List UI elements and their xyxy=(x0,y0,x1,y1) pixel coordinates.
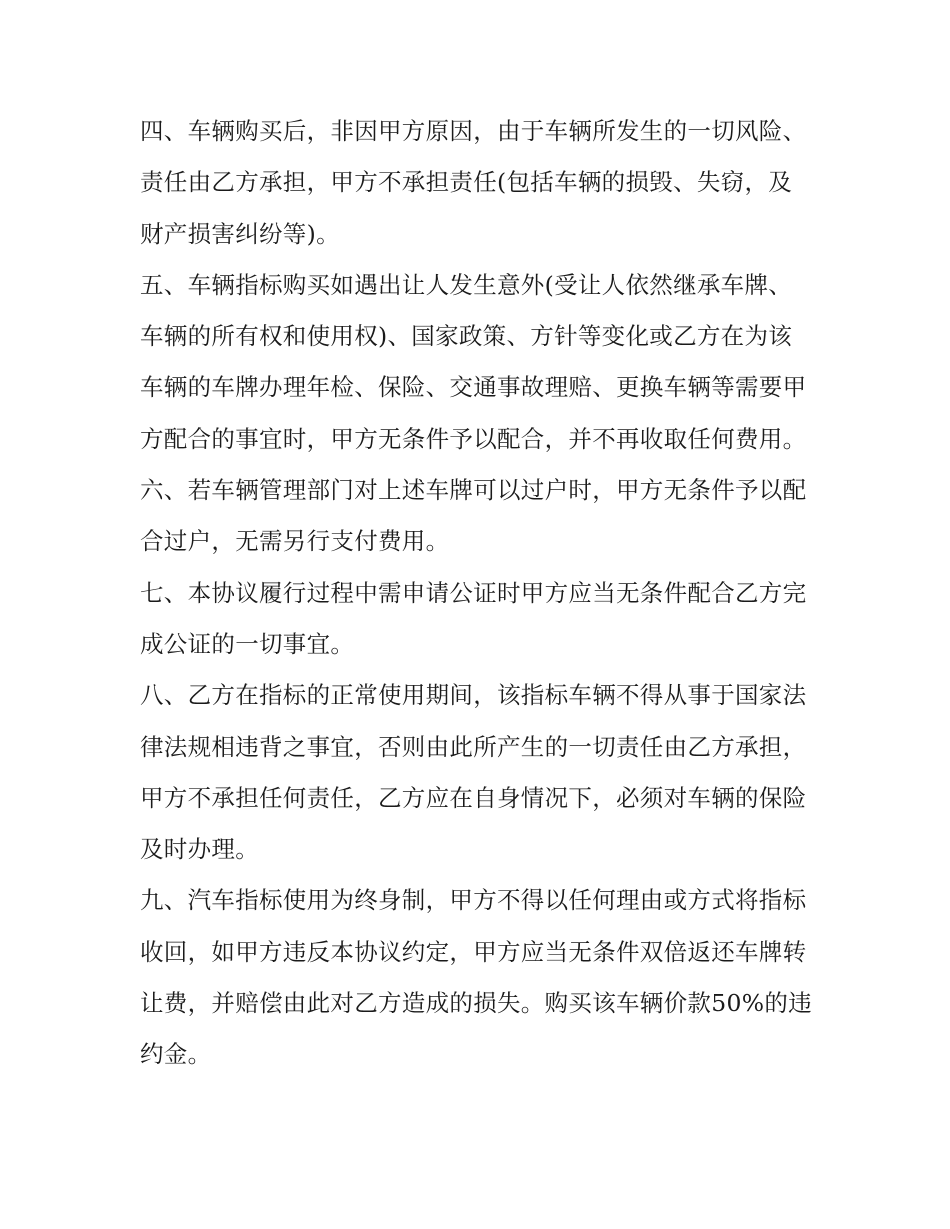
clause-7: 七、本协议履行过程中需申请公证时甲方应当无条件配合乙方完成公证的一切事宜。 xyxy=(140,578,807,658)
clause-9: 九、汽车指标使用为终身制，甲方不得以任何理由或方式将指标收回，如甲方违反本协议约定，甲方应当无条件双倍返还车牌转让费，并赔偿由此对乙方造成的损失。购买该车辆价款50%的违约金。 xyxy=(140,886,812,1069)
clause-5: 五、车辆指标购买如遇出让人发生意外(受让人依然继承车牌、车辆的所有权和使用权)、国家政策、方针等变化或乙方在为该车辆的车牌办理年检、保险、交通事故理赔、更换车辆等需要甲方配合的事宜时，甲方无条件予以配合，并不再收取任何费用。 xyxy=(140,270,807,453)
clause-6: 六、若车辆管理部门对上述车牌可以过户时，甲方无条件予以配合过户，无需另行支付费用。 xyxy=(140,476,807,556)
clause-8: 八、乙方在指标的正常使用期间，该指标车辆不得从事于国家法律法规相违背之事宜，否则由此所产生的一切责任由乙方承担，甲方不承担任何责任，乙方应在自身情况下，必须对车辆的保险及时办理。 xyxy=(140,681,807,864)
clause-4: 四、车辆购买后，非因甲方原因，由于车辆所发生的一切风险、责任由乙方承担，甲方不承担责任(包括车辆的损毁、失窃，及财产损害纠纷等)。 xyxy=(140,117,807,248)
document-body xyxy=(140,106,812,1081)
